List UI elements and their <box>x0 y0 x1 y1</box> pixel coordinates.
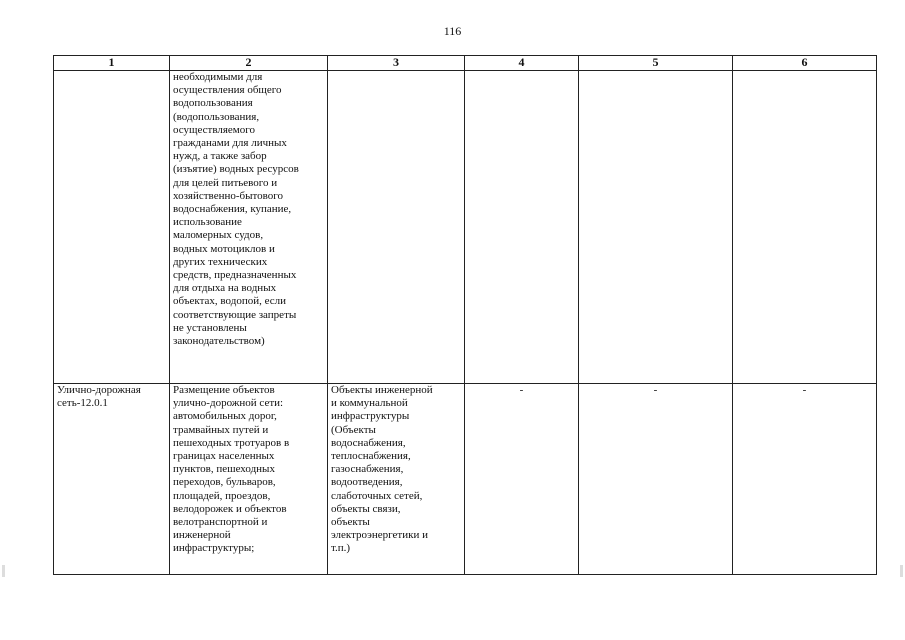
cell-text-line: переходов, бульваров, <box>173 476 276 489</box>
scan-edge-mark-right <box>900 565 903 577</box>
column-header-4: 4 <box>465 56 579 71</box>
cell-text-line: для целей питьевого и <box>173 176 278 189</box>
cell-text-line: объекты связи, <box>331 502 401 515</box>
cell-text-line: соответствующие запреты <box>173 308 297 321</box>
cell-text-line: площадей, проездов, <box>173 489 271 502</box>
cell-text-line: сеть-12.0.1 <box>57 397 108 410</box>
cell-text-line: других технических <box>173 255 268 268</box>
cell-text-line: не установлены <box>173 321 247 334</box>
table-header-row <box>54 56 877 71</box>
cell-text-line: (изъятие) водных ресурсов <box>173 163 299 176</box>
cell-text-line: газоснабжения, <box>331 463 404 476</box>
cell-column-4 <box>465 71 579 384</box>
cell-text-line: инженерной <box>173 529 231 542</box>
cell-text-line: средств, предназначенных <box>173 269 297 282</box>
cell-text-line: слаботочных сетей, <box>331 489 423 502</box>
cell-text-line: улично-дорожной сети: <box>173 397 284 410</box>
column-header-5: 5 <box>579 56 733 71</box>
cell-text-line: нужд, а также забор <box>173 150 267 163</box>
cell-text-line: объекты <box>331 516 370 529</box>
column-header-6: 6 <box>733 56 877 71</box>
cell-text-line: велодорожек и объектов <box>173 502 287 515</box>
cell-use-type <box>54 384 170 575</box>
cell-use-type <box>54 71 170 384</box>
cell-text-line: границах населенных <box>173 450 275 463</box>
cell-text-line: инфраструктуры; <box>173 542 255 555</box>
cell-text-line: хозяйственно-бытового <box>173 189 284 202</box>
cell-text-line: водоотведения, <box>331 476 403 489</box>
cell-text-line: объектах, водопой, если <box>173 295 287 308</box>
cell-column-6: - <box>733 384 877 575</box>
column-header-2: 2 <box>170 56 328 71</box>
cell-text-line: т.п.) <box>331 542 351 555</box>
cell-permitted-objects <box>328 71 465 384</box>
cell-text-line: осуществляемого <box>173 123 256 136</box>
cell-text-line: трамвайных путей и <box>173 423 269 436</box>
cell-text-line: водопользования <box>173 97 253 110</box>
cell-text-line: Размещение объектов <box>173 384 275 396</box>
cell-use-description <box>170 71 328 384</box>
cell-text-line: Объекты инженерной <box>331 384 433 396</box>
cell-text-line: теплоснабжения, <box>331 450 411 463</box>
cell-column-5 <box>579 71 733 384</box>
column-header-1: 1 <box>54 56 170 71</box>
table-row <box>54 384 877 575</box>
column-header-3: 3 <box>328 56 465 71</box>
cell-text-line: инфраструктуры <box>331 410 410 423</box>
cell-text-line: водоснабжения, купание, <box>173 203 292 216</box>
cell-text-line: автомобильных дорог, <box>173 410 277 423</box>
table-row <box>54 71 877 384</box>
cell-text-line: осуществления общего <box>173 84 282 97</box>
cell-text-line: гражданами для личных <box>173 137 287 150</box>
cell-text-line: и коммунальной <box>331 397 408 410</box>
cell-column-6 <box>733 71 877 384</box>
page-number: 116 <box>443 24 462 38</box>
cell-text-line: (Объекты <box>331 423 376 436</box>
cell-text-line: пешеходных тротуаров в <box>173 436 290 449</box>
cell-permitted-objects <box>328 384 465 575</box>
cell-text-line: для отдыха на водных <box>173 282 277 295</box>
cell-use-description <box>170 384 328 575</box>
cell-text-line: маломерных судов, <box>173 229 264 242</box>
cell-text-line: (водопользования, <box>173 110 260 123</box>
cell-text-line: Улично-дорожная <box>57 384 141 396</box>
cell-text-line: использование <box>173 216 242 229</box>
cell-text-line: электроэнергетики и <box>331 529 428 542</box>
cell-text-line: водоснабжения, <box>331 436 406 449</box>
cell-text-line: велотранспортной и <box>173 516 268 529</box>
cell-text-line: водных мотоциклов и <box>173 242 275 255</box>
scan-edge-mark-left <box>2 565 5 577</box>
cell-text-line: законодательством) <box>173 335 265 348</box>
land-use-table <box>53 55 877 575</box>
cell-column-5: - <box>579 384 733 575</box>
cell-text-line: пунктов, пешеходных <box>173 463 275 476</box>
cell-text-line: необходимыми для <box>173 71 263 83</box>
cell-column-4: - <box>465 384 579 575</box>
